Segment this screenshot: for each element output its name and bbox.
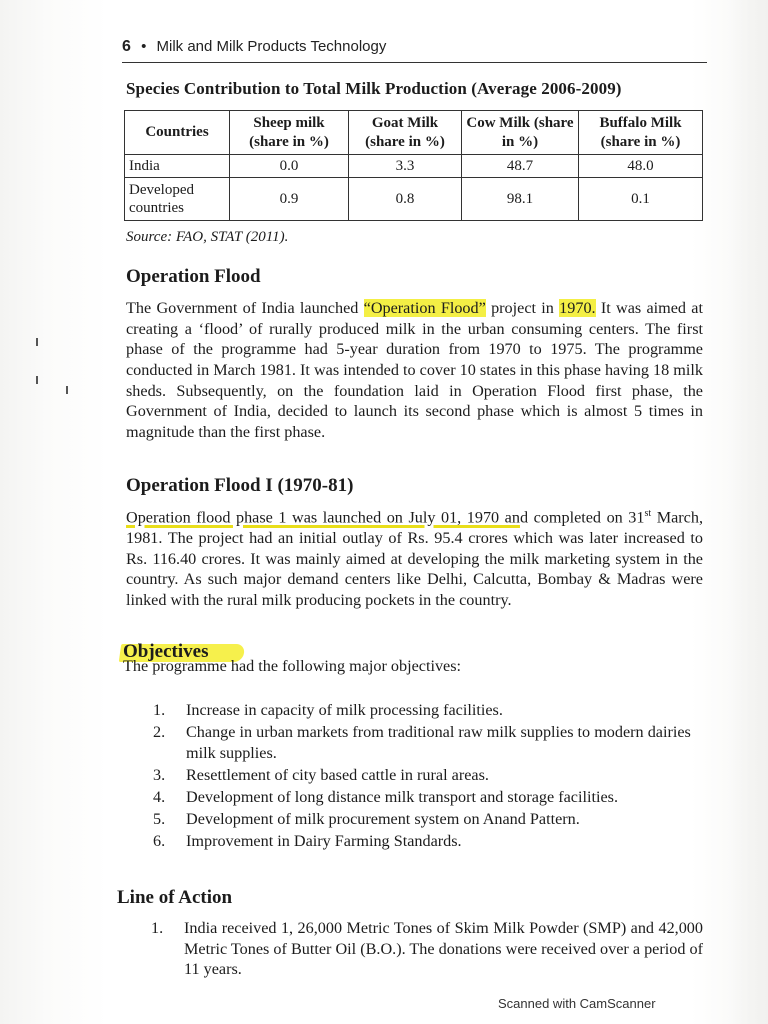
list-number: 4. — [153, 787, 166, 806]
table-cell: 48.7 — [462, 155, 579, 178]
section-heading-operation-flood-1: Operation Flood I (1970-81) — [126, 475, 354, 496]
paragraph-text: project in — [485, 299, 560, 318]
list-item — [153, 765, 705, 786]
operation-flood-1-paragraph — [126, 504, 703, 610]
page-edge-shadow — [730, 0, 768, 1024]
list-number: 6. — [153, 832, 166, 851]
list-text: Increase in capacity of milk processing facilities. — [186, 701, 503, 719]
page-number: 6 — [122, 38, 131, 55]
margin-mark — [66, 386, 68, 394]
operation-flood-paragraph — [126, 298, 703, 442]
list-item — [153, 809, 705, 830]
table-cell: 0.1 — [579, 178, 703, 221]
header-rule — [122, 62, 707, 63]
list-text: Development of milk procurement system on Anand Pattern. — [186, 809, 580, 828]
table-cell: 3.3 — [349, 155, 462, 178]
list-number: 1. — [151, 919, 164, 937]
list-item — [153, 787, 705, 808]
list-item — [151, 918, 703, 980]
list-number: 2. — [153, 723, 166, 742]
paragraph-text: It was aimed at creating a ‘flood’ of rurally produced milk in the urban consuming centers. The first phase of the programme had 5-year duration from 1970 to 1975. The programme conducted in March 1981. It was intended to cover 10 states in this phase having 18 milk sheds. Subsequently, on the foundation laid in Operation Flood first phase, the Government of India, decided to launch its second phase which is almost 5 times in magnitude than the first phase. — [126, 299, 703, 441]
objectives-list — [153, 700, 705, 853]
table-cell: 0.9 — [230, 178, 349, 221]
section-heading-objectives: Objectives — [123, 641, 209, 662]
list-item — [153, 722, 705, 763]
list-item — [153, 831, 705, 852]
column-header: Goat Milk (share in %) — [349, 111, 462, 155]
table-cell: Developed countries — [125, 178, 230, 221]
objectives-intro: The programme had the following major objectives: — [123, 657, 462, 675]
table-cell: India — [125, 155, 230, 178]
table-header-row — [125, 111, 703, 155]
column-header: Sheep milk (share in %) — [230, 111, 349, 155]
species-table — [124, 110, 703, 221]
column-header: Cow Milk (share in %) — [462, 111, 579, 155]
column-header: Countries — [125, 111, 230, 155]
margin-mark — [36, 338, 38, 346]
table-cell: 0.0 — [230, 155, 349, 178]
list-number: 1. — [153, 701, 166, 719]
highlighted-text: 1970. — [559, 299, 596, 318]
section-heading-line-of-action: Line of Action — [117, 887, 233, 908]
margin-mark — [36, 376, 38, 384]
table-cell: 0.8 — [349, 178, 462, 221]
underlined-text: Operation flood phase 1 was launched on July 01, 1970 an — [126, 508, 520, 527]
section-heading-operation-flood: Operation Flood — [126, 266, 261, 287]
list-text: India received 1, 26,000 Metric Tones of Skim Milk Powder (SMP) and 42,000 Metric Tones of Butter Oil (B.O.). The donations were received over a period of 11 years. — [184, 919, 703, 979]
table-title: Species Contribution to Total Milk Production (Average 2006-2009) — [126, 79, 622, 98]
paragraph-text: The Government of India launched — [126, 299, 364, 318]
table-row — [125, 155, 703, 178]
running-head — [122, 38, 707, 56]
table-cell: 98.1 — [462, 178, 579, 221]
paragraph-text: d completed on 31 — [519, 508, 645, 527]
paragraph-text: March, 1981. The project had an initial outlay of Rs. 95.4 crores which was later increased to Rs. 116.40 crores. It was mainly aimed at developing the milk marketing system in the country. As such major demand centers like Delhi, Calcutta, Bombay & Madras were linked with the rural milk producing pockets in the country. — [126, 508, 704, 609]
list-number: 3. — [153, 765, 166, 784]
list-text: Change in urban markets from traditional raw milk supplies to modern dairies milk supplies. — [186, 723, 691, 762]
table-source: Source: FAO, STAT (2011). — [126, 229, 289, 245]
list-number: 5. — [153, 809, 166, 828]
superscript: st — [644, 508, 652, 520]
table-cell: 48.0 — [579, 155, 703, 178]
table-row — [125, 178, 703, 221]
list-item — [153, 700, 705, 721]
scanner-watermark: Scanned with CamScanner — [498, 996, 656, 1011]
column-header: Buffalo Milk (share in %) — [579, 111, 703, 155]
list-text: Resettlement of city based cattle in rural areas. — [186, 765, 489, 784]
highlighted-text: “Operation Flood” — [363, 299, 486, 318]
line-of-action-list — [151, 918, 703, 981]
list-text: Development of long distance milk transport and storage facilities. — [186, 787, 618, 806]
list-text: Improvement in Dairy Farming Standards. — [186, 832, 462, 851]
book-title: Milk and Milk Products Technology — [156, 38, 387, 55]
head-separator: • — [141, 38, 147, 55]
